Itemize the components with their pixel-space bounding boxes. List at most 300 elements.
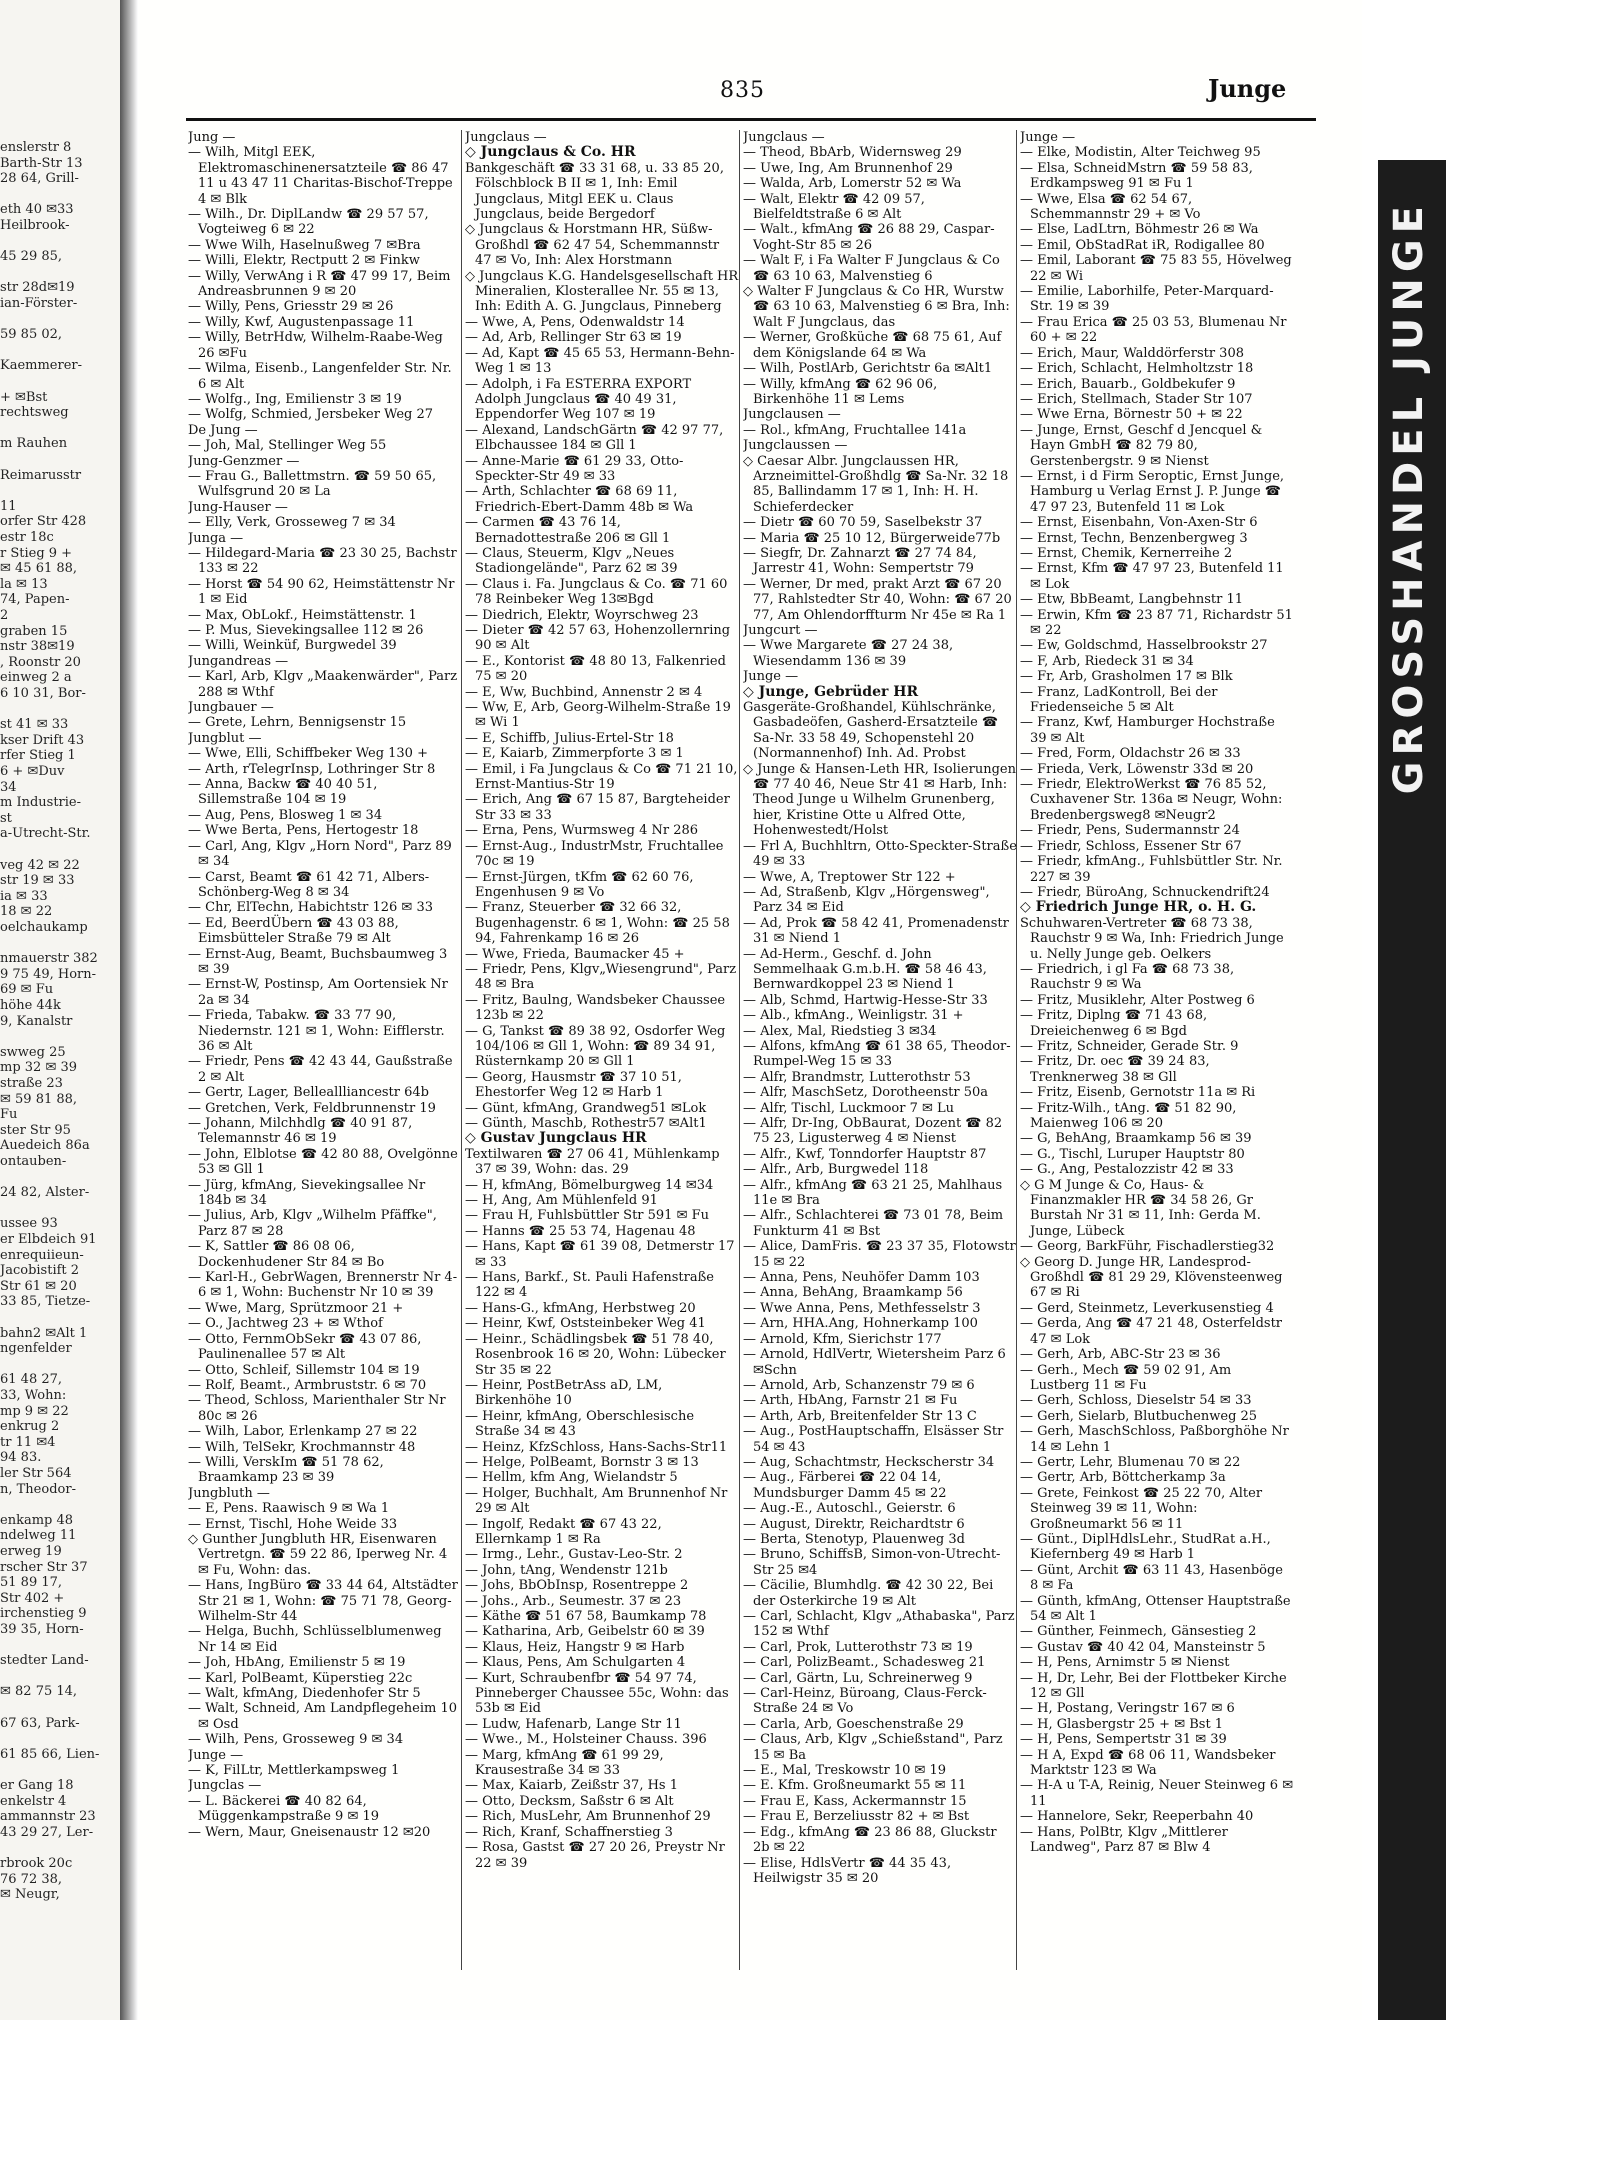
left-page-fragment: ian-Förster- (0, 296, 78, 311)
directory-entry: — Diedrich, Elektr, Woyrschweg 23 (465, 607, 699, 623)
directory-entry: — Frieda, Tabakw. ☎ 33 77 90, Niedernstr. 121 ✉ 1, Wohn: Eifflerstr. 36 ✉ Alt (188, 1008, 445, 1054)
directory-entry: ◇ Georg D. Junge HR, Landesprod-Großhdl ☎ 81 29 29, Klövensteenweg 67 ✉ Ri (1020, 1254, 1283, 1301)
surname-heading: Jung — (188, 130, 236, 145)
left-page-fragment: r Stieg 9 + (0, 545, 73, 561)
directory-entry: — Hanns ☎ 25 53 74, Hagenau 48 (465, 1223, 696, 1239)
left-page-fragment: Jacobistift 2 (0, 1263, 80, 1279)
left-page-fragment: nstr 38✉19 (0, 639, 75, 655)
left-page-fragment: Kaemmerer- (0, 358, 83, 374)
directory-entry: — Carmen ☎ 43 76 14, Bernadottestraße 206 ✉ Gll 1 (465, 515, 671, 546)
directory-entry: Bankgeschäft ☎ 33 31 68, u. 33 85 20, Fölschblock B II ✉ 1, Inh: Emil Jungclaus, Mitgl EEK u. Claus Jungclaus, beide Bergedorf (465, 160, 724, 223)
left-page-fragment: 11 (0, 498, 17, 514)
directory-entry: — Franz, LadKontroll, Bei der Friedenseiche 5 ✉ Alt (1020, 684, 1218, 716)
directory-entry: — Gerda, Ang ☎ 47 21 48, Osterfeldstr 47 ✉ Lok (1020, 1316, 1283, 1347)
left-page-fragment: Barth-Str 13 (0, 155, 83, 171)
directory-entry: — Franz, Kwf, Hamburger Hochstraße 39 ✉ Alt (1020, 715, 1275, 746)
left-page-fragment: 33 85, Tietze- (0, 1294, 91, 1310)
directory-entry: — Heinr, PostBetrAss aD, LM, Birkenhöhe 10 (465, 1377, 663, 1409)
directory-entry: — Ew, Goldschmd, Hasselbrookstr 27 (1020, 638, 1268, 654)
directory-entry: — Fritz, Baulng, Wandsbeker Chaussee 123b ✉ 22 (465, 992, 726, 1024)
directory-entry: — Friedr, Pens, Sudermannstr 24 (1020, 823, 1240, 839)
left-page-fragment: straße 23 (0, 1076, 63, 1091)
business-entry: ◇ Junge, Gebrüder HR (743, 683, 919, 700)
directory-entry: — Gerd, Steinmetz, Leverkusenstieg 4 (1020, 1300, 1274, 1316)
surname-heading: Junga — (188, 530, 244, 546)
binding-shadow (120, 0, 138, 2020)
page-number: 835 (720, 78, 765, 103)
directory-entry: — Ernst-Aug, Beamt, Buchsbaumweg 3 ✉ 39 (188, 946, 448, 977)
directory-entry: — E, Pens. Raawisch 9 ✉ Wa 1 (188, 1501, 390, 1517)
directory-entry: — Holger, Buchhalt, Am Brunnenhof Nr 29 ✉ Alt (465, 1485, 728, 1517)
directory-entry: — Anna, BehAng, Braamkamp 56 (743, 1285, 963, 1301)
directory-entry: — Aug, Schachtmstr, Heckscherstr 34 (743, 1454, 995, 1470)
left-page-fragment: 45 29 85, (0, 249, 63, 265)
directory-entry: — Maria ☎ 25 10 12, Bürgerweide77b (743, 530, 1001, 546)
left-page-fragment: str 19 ✉ 33 (0, 873, 75, 889)
directory-entry: — Willi, VerskIm ☎ 51 78 62, Braamkamp 23 ✉ 39 (188, 1454, 384, 1486)
directory-entry: — Joh, HbAng, Emilienstr 5 ✉ 19 (188, 1655, 406, 1671)
directory-entry: — Alfr, Tischl, Luckmoor 7 ✉ Lu (743, 1100, 955, 1116)
directory-entry: — H A, Expd ☎ 68 06 11, Wandsbeker Marktstr 123 ✉ Wa (1020, 1747, 1276, 1779)
directory-entry: — E., Kontorist ☎ 48 80 13, Falkenried 75 ✉ 20 (465, 653, 726, 685)
directory-entry: — Ernst, Chemik, Kernerreihe 2 (1020, 545, 1233, 561)
directory-entry: ◇ Walter F Jungclaus & Co HR, Wurstw ☎ 63 10 63, Malvenstieg 6 ✉ Bra, Inh: Walt F Jungclaus, das (743, 284, 1010, 330)
directory-entry: — Arth, Schlachter ☎ 68 69 11, Friedrich-Ebert-Damm 48b ✉ Wa (465, 484, 694, 515)
directory-entry: — E, Schiffb, Julius-Ertel-Str 18 (465, 730, 674, 746)
directory-entry: — Willi, Weinküf, Burgwedel 39 (188, 638, 397, 654)
directory-entry: — Karl-H., GebrWagen, Brennerstr Nr 4-6 ✉ 1, Wohn: Buchenstr Nr 10 ✉ 39 (188, 1270, 458, 1301)
directory-entry: — Wilh, Labor, Erlenkamp 27 ✉ 22 (188, 1424, 418, 1440)
directory-entry: — Grete, Lehrn, Bennigsenstr 15 (188, 715, 407, 731)
directory-entry: — Arth, Arb, Breitenfelder Str 13 C (743, 1408, 977, 1424)
directory-entry: — Erich, Ang ☎ 67 15 87, Bargteheider Str 33 ✉ 33 (465, 792, 730, 823)
directory-column-1 (188, 130, 462, 2000)
left-page-fragment: ia ✉ 33 (0, 888, 48, 904)
left-page-fragment: er Gang 18 (0, 1778, 74, 1793)
business-entry: ◇ Gustav Jungclaus HR (465, 1130, 647, 1147)
directory-entry: — Frau H, Fuhlsbüttler Str 591 ✉ Fu (465, 1208, 709, 1224)
surname-heading: Junge — (1020, 130, 1076, 145)
directory-entry: — Wilh, PostlArb, Gerichtstr 6a ✉Alt1 (743, 361, 993, 377)
directory-entry: — G., Tischl, Luruper Hauptstr 80 (1020, 1146, 1245, 1162)
left-page-fragment: rfer Stieg 1 (0, 748, 76, 764)
left-page-fragment: ✉ 45 61 88, (0, 561, 78, 577)
directory-entry: — Willi, Elektr, Rectputt 2 ✉ Finkw (188, 253, 420, 269)
directory-entry: — Wwe Erna, Börnestr 50 + ✉ 22 (1020, 407, 1243, 423)
directory-entry: — Junge, Ernst, Geschf d Jencquel & Hayn GmbH ☎ 82 79 80, Gerstenbergstr. 9 ✉ Nienst (1020, 422, 1263, 469)
left-page-fragment: estr 18c (0, 530, 54, 545)
directory-entry: — Klaus, Heiz, Hangstr 9 ✉ Harb (465, 1639, 685, 1655)
surname-heading: Jungblut — (188, 730, 262, 746)
directory-entry: — Alfr., Arb, Burgwedel 118 (743, 1162, 929, 1178)
directory-entry: — Heinz, KfzSchloss, Hans-Sachs-Str11 (465, 1439, 728, 1455)
directory-entry: — Ad, Arb, Rellinger Str 63 ✉ 19 (465, 330, 682, 346)
directory-entry: — Rich, Kranf, Schaffnerstieg 3 (465, 1824, 673, 1840)
directory-entry: — Wwe, Frieda, Baumacker 45 + (465, 946, 685, 962)
left-page-fragment: enkrug 2 (0, 1419, 60, 1435)
directory-entry: — Walda, Arb, Lomerstr 52 ✉ Wa (743, 176, 962, 192)
directory-entry: — Dieter ☎ 42 57 63, Hohenzollernring 90 ✉ Alt (465, 623, 731, 654)
directory-entry: — Fred, Form, Oldachstr 26 ✉ 33 (1020, 746, 1241, 762)
directory-entry: — Max, ObLokf., Heimstättenstr. 1 (188, 607, 417, 623)
left-page-fragment: la ✉ 13 (0, 576, 48, 592)
directory-entry: — Wilma, Eisenb., Langenfelder Str. Nr. 6 ✉ Alt (188, 361, 452, 392)
directory-entry: — Heinr, kfmAng, Oberschlesische Straße 34 ✉ 43 (465, 1408, 695, 1440)
directory-entry: — Georg, Hausmstr ☎ 37 10 51, Ehestorfer Weg 12 ✉ Harb 1 (465, 1069, 682, 1101)
left-page-fragment: , Roonstr 20 (0, 654, 81, 670)
directory-entry: — Günther, Feinmech, Gänsestieg 2 (1020, 1624, 1257, 1640)
directory-entry: — Otto, Schleif, Sillemstr 104 ✉ 19 (188, 1362, 420, 1378)
directory-entry: — Gerh, Sielarb, Blutbuchenweg 25 (1020, 1408, 1258, 1424)
left-page-fragment: einweg 2 a (0, 670, 72, 686)
directory-entry: — H, Glasbergstr 25 + ✉ Bst 1 (1020, 1716, 1224, 1732)
directory-entry: — Wwe Berta, Pens, Hertogestr 18 (188, 823, 419, 839)
directory-entry: — Carla, Arb, Goeschenstraße 29 (743, 1716, 964, 1732)
directory-entry: — Alfons, kfmAng ☎ 61 38 65, Theodor-Rumpel-Weg 15 ✉ 33 (743, 1038, 1011, 1070)
left-page-fragment: ✉ 82 75 14, (0, 1684, 78, 1700)
directory-entry: — John, tAng, Wendenstr 121b (465, 1562, 668, 1578)
directory-entry: — H, Pens, Arnimstr 5 ✉ Nienst (1020, 1655, 1230, 1671)
directory-entry: — Aug., Färberei ☎ 22 04 14, Mundsburger Damm 45 ✉ 22 (743, 1470, 947, 1501)
directory-column-3 (743, 130, 1017, 2000)
business-entry: ◇ Friedrich Junge HR, o. H. G. (1020, 899, 1257, 916)
directory-entry: — Günt, Archit ☎ 63 11 43, Hasenböge 8 ✉ Fa (1020, 1562, 1283, 1594)
directory-entry: — Hans, PolBtr, Klgv „Mittlerer Landweg", Parz 87 ✉ Blw 4 (1020, 1824, 1228, 1856)
directory-entry: — Ernst, i d Firm Seroptic, Ernst Junge, Hamburg u Verlag Ernst J. P. Junge ☎ 47 97 23, Butenfeld 11 ✉ Lok (1020, 468, 1285, 515)
left-page-fragment: Heilbrook- (0, 218, 70, 233)
directory-entry: — Jürg, kfmAng, Sievekingsallee Nr 184b ✉ 34 (188, 1177, 426, 1209)
directory-entry: — L. Bäckerei ☎ 40 82 64, Müggenkampstraße 9 ✉ 19 (188, 1793, 380, 1825)
directory-entry: — Frau Erica ☎ 25 03 53, Blumenau Nr 60 + ✉ 22 (1020, 314, 1287, 346)
left-page-fragment: 9 75 49, Horn- (0, 966, 97, 982)
directory-entry: — H, kfmAng, Bömelburgweg 14 ✉34 (465, 1177, 714, 1193)
left-page-fragment: erweg 19 (0, 1544, 62, 1559)
directory-entry: — Ad-Herm., Geschf. d. John Semmelhaak G.m.b.H. ☎ 58 46 43, Bernwardkoppel 23 ✉ Niend 1 (743, 946, 987, 993)
directory-entry: ◇ Junge & Hansen-Leth HR, Isolierungen ☎ 77 40 46, Neue Str 41 ✉ Harb, Inh: Theod Junge u Wilhelm Grunenberg, hier, Kristine Otte u Alfred Otte, Hohenwestedt/Holst (743, 761, 1016, 839)
directory-entry: — Walt, Schneid, Am Landpflegeheim 10 ✉ Osd (188, 1701, 457, 1732)
directory-entry: — Erich, Schlacht, Helmholtzstr 18 (1020, 361, 1254, 377)
directory-entry: — Wwe, Elsa ☎ 62 54 67, Schemmannstr 29 + ✉ Vo (1020, 191, 1201, 223)
directory-entry: — Friedr, BüroAng, Schnuckendrift24 (1020, 884, 1270, 900)
directory-entry: — Ad, Straßenb, Klgv „Hörgensweg", Parz 34 ✉ Eid (743, 884, 990, 916)
left-page-fragment: enkelstr 4 (0, 1793, 67, 1809)
left-page-fragment: enrequiieun- (0, 1247, 84, 1263)
left-page-fragment: st 41 ✉ 33 (0, 717, 69, 733)
left-page-fragment: veg 42 ✉ 22 (0, 857, 80, 873)
directory-entry: — Alice, DamFris. ☎ 23 37 35, Flotowstr 15 ✉ 22 (743, 1239, 1016, 1270)
directory-entry: — Ernst-Aug., IndustrMstr, Fruchtallee 70c ✉ 19 (465, 838, 724, 870)
left-page-fragment: ussee 93 (0, 1216, 58, 1232)
directory-entry: — Arnold, Arb, Schanzenstr 79 ✉ 6 (743, 1377, 975, 1393)
directory-entry: — Karl, PolBeamt, Küperstieg 22c (188, 1670, 413, 1686)
directory-entry: — Max, Kaiarb, Zeißstr 37, Hs 1 (465, 1778, 678, 1794)
directory-entry: — Walt, kfmAng, Diedenhofer Str 5 (188, 1686, 421, 1702)
left-page-fragment: ontauben- (0, 1154, 67, 1169)
directory-entry: — G., Ang, Pestalozzistr 42 ✉ 33 (1020, 1162, 1234, 1178)
directory-entry: — Frieda, Verk, Löwenstr 33d ✉ 20 (1020, 761, 1254, 777)
left-page-fragment: oelchaukamp (0, 920, 88, 935)
directory-entry: — Fr, Arb, Grasholmen 17 ✉ Blk (1020, 669, 1233, 685)
directory-entry: — H-A u T-A, Reinig, Neuer Steinweg 6 ✉ 11 (1020, 1778, 1294, 1809)
directory-entry: — H, Postang, Veringstr 167 ✉ 6 (1020, 1701, 1235, 1717)
directory-entry: — Friedr, Schloss, Essener Str 67 (1020, 838, 1242, 854)
directory-entry: — Erna, Pens, Wurmsweg 4 Nr 286 (465, 823, 699, 839)
directory-entry: — Alex, Mal, Riedstieg 3 ✉34 (743, 1023, 937, 1039)
directory-entry: — Carl, PolizBeamt., Schadesweg 21 (743, 1655, 986, 1671)
directory-entry: — E, Kaiarb, Zimmerpforte 3 ✉ 1 (465, 746, 684, 762)
left-page-fragment: m Rauhen (0, 436, 68, 452)
left-page-fragment: rbrook 20c (0, 1856, 73, 1871)
directory-entry: — Claus, Arb, Klgv „Schießstand", Parz 15 ✉ Ba (743, 1732, 1003, 1763)
directory-entry: — Wwe Margarete ☎ 27 24 38, Wiesendamm 136 ✉ 39 (743, 638, 954, 669)
directory-entry: — Ad, Kapt ☎ 45 65 53, Hermann-Behn-Weg 1 ✉ 13 (465, 345, 735, 377)
directory-entry: — H, Dr, Lehr, Bei der Flottbeker Kirche 12 ✉ Gll (1020, 1670, 1287, 1702)
directory-entry: — K, FilLtr, Mettlerkampsweg 1 (188, 1763, 400, 1779)
directory-entry: — Alfr, MaschSetz, Dorotheenstr 50a (743, 1085, 989, 1101)
directory-entry: — Dietr ☎ 60 70 59, Saselbekstr 37 (743, 515, 983, 531)
directory-entry: — Claus i. Fa. Jungclaus & Co. ☎ 71 60 78 Reinbeker Weg 13✉Bgd (465, 576, 728, 608)
directory-entry: — Katharina, Arb, Geibelstr 60 ✉ 39 (465, 1624, 705, 1640)
left-page-fragment: Reimarusstr (0, 467, 82, 483)
scan-background (0, 2020, 1600, 2177)
directory-entry: — Friedr, Pens, Klgv„Wiesengrund", Parz 48 ✉ Bra (465, 961, 737, 993)
left-page-fragment: 43 29 27, Ler- (0, 1824, 94, 1840)
directory-entry: — Friedr, Pens ☎ 42 43 44, Gaußstraße 2 ✉ Alt (188, 1054, 453, 1085)
directory-entry: — Ww, E, Arb, Georg-Wilhelm-Straße 19 ✉ Wi 1 (465, 700, 731, 731)
surname-heading: Jungclaus — (465, 130, 547, 145)
directory-entry: — Georg, BarkFühr, Fischadlerstieg32 (1020, 1239, 1275, 1255)
directory-entry: — Alb., kfmAng., Weinligstr. 31 + (743, 1008, 964, 1024)
left-page-fragment: enkamp 48 (0, 1512, 74, 1528)
left-page-fragment: kser Drift 43 (0, 732, 85, 748)
directory-entry: — Aug., PostHauptschaffn, Elsässer Str 54 ✉ 43 (743, 1424, 1004, 1455)
left-page-fragment: 2 (0, 608, 9, 623)
left-page-fragment: ngenfelder (0, 1341, 72, 1357)
left-page-fragment: 34 (0, 779, 17, 795)
directory-entry: — Ernst, Tischl, Hohe Weide 33 (188, 1516, 398, 1532)
left-page-fragment: Str 61 ✉ 20 (0, 1278, 77, 1294)
left-page-fragment: enslerstr 8 (0, 140, 72, 155)
directory-entry: — Ludw, Hafenarb, Lange Str 11 (465, 1716, 682, 1732)
directory-entry: — Adolph, i Fa ESTERRA EXPORT Adolph Jungclaus ☎ 40 49 31, Eppendorfer Weg 107 ✉ 19 (465, 376, 692, 423)
directory-entry: — Julius, Arb, Klgv „Wilhelm Pfäffke", Parz 87 ✉ 28 (188, 1208, 437, 1239)
left-page-fragment: 24 82, Alster- (0, 1185, 90, 1201)
directory-entry: — Günth, Maschb, Rothestr57 ✉Alt1 (465, 1116, 707, 1131)
left-page-fragment: Str 402 + (0, 1590, 65, 1606)
directory-entry: — Frau E, Kass, Ackermannstr 15 (743, 1793, 967, 1809)
directory-entry: — O., Jachtweg 23 + ✉ Wthof (188, 1316, 383, 1332)
left-page-fragment: a-Utrecht-Str. (0, 826, 91, 842)
directory-entry: — Gertr, Arb, Böttcherkamp 3a (1020, 1470, 1226, 1486)
directory-entry: — Gerh, Arb, ABC-Str 23 ✉ 36 (1020, 1347, 1221, 1363)
directory-entry: — Elsa, SchneidMstrn ☎ 59 58 83, Erdkampsweg 91 ✉ Fu 1 (1020, 160, 1253, 192)
directory-entry: — Wwe Wilh, Haselnußweg 7 ✉Bra (188, 237, 421, 253)
directory-entry: — Bruno, SchiffsB, Simon-von-Utrecht-Str 25 ✉4 (743, 1547, 1001, 1578)
directory-entry: — Karl, Arb, Klgv „Maakenwärder", Parz 288 ✉ Wthf (188, 669, 458, 700)
directory-entry: — Walt, Elektr ☎ 42 09 57, Bielfeldtstraße 6 ✉ Alt (743, 191, 925, 223)
directory-entry: — Theod, BbArb, Widernsweg 29 (743, 145, 962, 161)
directory-entry: — Etw, BbBeamt, Langbehnstr 11 (1020, 592, 1244, 608)
directory-entry: — Arth, HbAng, Farnstr 21 ✉ Fu (743, 1393, 958, 1409)
directory-entry: — Wolfg, Schmied, Jersbeker Weg 27 (188, 407, 434, 423)
directory-entry: — Hannelore, Sekr, Reeperbahn 40 (1020, 1809, 1254, 1825)
directory-entry: — Cäcilie, Blumhdlg. ☎ 42 30 22, Bei der Osterkirche 19 ✉ Alt (743, 1578, 994, 1609)
directory-entry: — Uwe, Ing, Am Brunnenhof 29 (743, 160, 953, 176)
directory-entry: — Carst, Beamt ☎ 61 42 71, Albers-Schönberg-Weg 8 ✉ 34 (188, 869, 430, 900)
directory-entry: — Frl A, Buchhltrn, Otto-Speckter-Straße 49 ✉ 33 (743, 838, 1017, 870)
left-page-fragment: n, Theodor- (0, 1481, 76, 1497)
directory-entry: — Hans, Kapt ☎ 61 39 08, Detmerstr 17 ✉ 33 (465, 1239, 735, 1270)
directory-entry: — Elise, HdlsVertr ☎ 44 35 43, Heilwigstr 35 ✉ 20 (743, 1855, 952, 1886)
surname-heading: Jungclas — (188, 1778, 262, 1794)
directory-entry: — Claus, Steuerm, Klgv „Neues Stadiongelände", Parz 62 ✉ 39 (465, 545, 678, 577)
directory-entry: — Ernst, Techn, Benzenbergweg 3 (1020, 530, 1248, 546)
left-page-fragment: er Elbdeich 91 (0, 1232, 97, 1247)
directory-entry: — Gerh, Schloss, Dieselstr 54 ✉ 33 (1020, 1393, 1252, 1409)
surname-heading: Jungandreas — (188, 653, 289, 669)
left-page-fragment: graben 15 (0, 623, 68, 639)
left-page-fragment: nmauerstr 382 (0, 951, 98, 967)
left-page-fragment: 9, Kanalstr (0, 1013, 73, 1029)
left-page-fragment: ster Str 95 (0, 1122, 71, 1138)
surname-heading: De Jung — (188, 422, 258, 438)
directory-entry: — Edg., kfmAng ☎ 23 86 88, Gluckstr 2b ✉ 22 (743, 1824, 997, 1856)
directory-entry: — Willy, VerwAng i R ☎ 47 99 17, Beim Andreasbrunnen 9 ✉ 20 (188, 268, 451, 300)
directory-entry: — P. Mus, Sievekingsallee 112 ✉ 26 (188, 623, 424, 638)
directory-entry: — Arnold, HdlVertr, Wietersheim Parz 6 ✉Schn (743, 1347, 1006, 1378)
left-page-fragment: mp 9 ✉ 22 (0, 1403, 69, 1419)
directory-entry: — Emil, Laborant ☎ 75 83 55, Hövelweg 22 ✉ Wi (1020, 253, 1292, 284)
left-page-fragment: stedter Land- (0, 1653, 89, 1669)
directory-entry: — Wwe., M., Holsteiner Chauss. 396 (465, 1732, 707, 1748)
directory-entry: — G, Tankst ☎ 89 38 92, Osdorfer Weg 104/106 ✉ Gll 1, Wohn: ☎ 89 34 91, Rüsternkamp 20 ✉ Gll 1 (465, 1023, 726, 1070)
directory-entry: — Siegfr, Dr. Zahnarzt ☎ 27 74 84, Jarrestr 41, Wohn: Sempertstr 79 (743, 545, 977, 577)
directory-entry: — Aug.-E., Autoschl., Geierstr. 6 (743, 1501, 956, 1517)
directory-entry: — Grete, Feinkost ☎ 25 22 70, Alter Steinweg 39 ✉ 11, Wohn: Großneumarkt 56 ✉ 11 (1020, 1485, 1263, 1532)
left-page-fragment: orfer Str 428 (0, 514, 87, 530)
directory-entry: — Friedr, ElektroWerkst ☎ 76 85 52, Cuxhavener Str. 136a ✉ Neugr, Wohn: Bredenbergsweg8 ✉Neugr2 (1020, 777, 1283, 823)
column-rule (739, 130, 740, 1970)
directory-entry: — Otto, Decksm, Saßstr 6 ✉ Alt (465, 1793, 674, 1809)
left-page-fragment: ammannstr 23 (0, 1809, 96, 1825)
directory-entry: — H, Pens, Sempertstr 31 ✉ 39 (1020, 1732, 1227, 1748)
directory-entry: Gasgeräte-Großhandel, Kühlschränke, Gasbadeöfen, Gasherd-Ersatzteile ☎ Sa-Nr. 33 58 49, Schopenstehl 20 (Normannenhof) Inh. Ad. Probst (743, 700, 999, 762)
directory-entry: — Anne-Marie ☎ 61 29 33, Otto-Speckter-Str 49 ✉ 33 (465, 453, 684, 484)
left-page-fragment: ler Str 564 (0, 1466, 72, 1481)
directory-entry: — Gerh., Mech ☎ 59 02 91, Am Lustberg 11 ✉ Fu (1020, 1362, 1232, 1393)
directory-entry: — John, Elblotse ☎ 42 80 88, Ovelgönne 53 ✉ Gll 1 (188, 1146, 458, 1178)
left-page-fragment: 59 85 02, (0, 327, 63, 343)
directory-entry: — Ernst, Kfm ☎ 47 97 23, Butenfeld 11 ✉ Lok (1020, 561, 1284, 592)
directory-entry: — K, Sattler ☎ 86 08 06, Dockenhudener Str 84 ✉ Bo (188, 1239, 385, 1270)
left-page-fragment: rscher Str 37 (0, 1559, 88, 1575)
left-page-edge (0, 0, 130, 2020)
surname-heading: Jungclaussen — (743, 438, 848, 454)
directory-entry: — Alfr, Dr-Ing, ObBaurat, Dozent ☎ 82 75 23, Ligusterweg 4 ✉ Nienst (743, 1116, 1003, 1147)
directory-entry: — Fritz, Musiklehr, Alter Postweg 6 (1020, 992, 1255, 1008)
directory-entry: — Willy, BetrHdw, Wilhelm-Raabe-Weg 26 ✉Fu (188, 330, 443, 361)
directory-entry: — Helga, Buchh, Schlüsselblumenweg Nr 14 ✉ Eid (188, 1624, 442, 1655)
directory-entry: — Anna, Backw ☎ 40 40 51, Sillemstraße 104 ✉ 19 (188, 777, 378, 808)
header-rule (186, 118, 1316, 121)
left-page-fragment: Fu (0, 1107, 18, 1123)
left-page-fragment: 69 ✉ Fu (0, 982, 54, 998)
directory-entry: — Fritz, Dr. oec ☎ 39 24 83, Trenknerweg 38 ✉ Gll (1020, 1054, 1210, 1085)
directory-entry: — Willy, Kwf, Augustenpassage 11 (188, 314, 415, 330)
directory-entry: — Johann, Milchhdlg ☎ 40 91 87, Telemannstr 46 ✉ 19 (188, 1116, 413, 1147)
left-page-fragment: swweg 25 (0, 1044, 66, 1060)
directory-column-2 (465, 130, 739, 2000)
directory-entry: — Hans, Barkf., St. Pauli Hafenstraße 122 ✉ 4 (465, 1270, 714, 1301)
directory-entry: — Chr, ElTechn, Habichtstr 126 ✉ 33 (188, 900, 433, 916)
left-page-fragment: 74, Papen- (0, 592, 70, 608)
directory-entry: — Emil, i Fa Jungclaus & Co ☎ 71 21 10, Ernst-Mantius-Str 19 (465, 761, 738, 793)
directory-entry: — Fritz, Schneider, Gerade Str. 9 (1020, 1038, 1239, 1054)
directory-entry: — Willy, kfmAng ☎ 62 96 06, Birkenhöhe 11 ✉ Lems (743, 376, 938, 407)
directory-entry: — Frau G., Ballettmstrn. ☎ 59 50 65, Wulfsgrund 20 ✉ La (188, 468, 437, 500)
directory-entry: ◇ Jungclaus & Horstmann HR, Süßw-Großhdl ☎ 62 47 54, Schemmannstr 47 ✉ Vo, Inh: Alex Horstmann (465, 222, 720, 269)
left-page-fragment: irchenstieg 9 (0, 1606, 87, 1622)
directory-entry: — Irmg., Lehr., Gustav-Leo-Str. 2 (465, 1547, 683, 1563)
directory-entry: ◇ Caesar Albr. Jungclaussen HR, Arzneimittel-Großhdlg ☎ Sa-Nr. 32 18 85, Ballindamm 17 ✉ 1, Inh: H. H. Schieferdecker (743, 453, 1009, 515)
directory-entry: — G, BehAng, Braamkamp 56 ✉ 39 (1020, 1131, 1252, 1147)
directory-entry: — E. Kfm. Großneumarkt 55 ✉ 11 (743, 1778, 967, 1794)
left-page-fragment: + ✉Bst (0, 389, 48, 405)
directory-entry: — Carl, Ang, Klgv „Horn Nord", Parz 89 ✉ 34 (188, 838, 452, 870)
directory-entry: — Fritz, Eisenb, Gernotstr 11a ✉ Ri (1020, 1085, 1256, 1101)
directory-entry: — Heinr, Kwf, Oststeinbeker Weg 41 (465, 1316, 706, 1332)
directory-entry: — Wilh., Dr. DiplLandw ☎ 29 57 57, Vogteiweg 6 ✉ 22 (188, 207, 429, 238)
directory-entry: — Wwe, Elli, Schiffbeker Weg 130 + (188, 746, 428, 762)
directory-entry: — Erwin, Kfm ☎ 23 87 71, Richardstr 51 ✉ 22 (1020, 607, 1293, 638)
directory-entry: — E., Mal, Treskowstr 10 ✉ 19 (743, 1763, 947, 1779)
directory-entry: — Wwe, A, Pens, Odenwaldstr 14 (465, 314, 685, 330)
left-page-fragment: Auedeich 86a (0, 1138, 90, 1154)
directory-entry: — Wolfg., Ing, Emilienstr 3 ✉ 19 (188, 391, 402, 407)
directory-entry: — Gertr, Lager, Belleallliancestr 64b (188, 1085, 429, 1101)
left-page-fragment: 39 35, Horn- (0, 1622, 84, 1637)
left-page-fragment: ✉ 59 81 88, (0, 1091, 78, 1107)
directory-entry: — Elke, Modistin, Alter Teichweg 95 (1020, 145, 1261, 161)
directory-entry: — Ernst-Jürgen, tKfm ☎ 62 60 76, Engenhusen 9 ✉ Vo (465, 869, 694, 900)
directory-entry: — E, Ww, Buchbind, Annenstr 2 ✉ 4 (465, 684, 703, 700)
directory-entry: — Emilie, Laborhilfe, Peter-Marquard-Str. 19 ✉ 39 (1020, 284, 1274, 315)
directory-entry: — Hans, IngBüro ☎ 33 44 64, Altstädter Str 21 ✉ 1, Wohn: ☎ 75 71 78, Georg-Wilhelm-Str 44 (188, 1578, 458, 1624)
directory-entry: — Günt., DiplHdlsLehr., StudRat a.H., Kiefernberg 49 ✉ Harb 1 (1020, 1531, 1271, 1563)
left-page-fragment: bahn2 ✉Alt 1 (0, 1325, 88, 1341)
surname-heading: Jungcurt — (743, 623, 818, 638)
directory-entry: — Werner, Dr med, prakt Arzt ☎ 67 20 77, Rahlstedter Str 40, Wohn: ☎ 67 20 77, Am Ohlendorffturm Nr 45e ✉ Ra 1 (743, 576, 1012, 623)
directory-entry: — Berta, Stenotyp, Plauenweg 3d (743, 1531, 965, 1547)
directory-entry: — Wilh, Pens, Grosseweg 9 ✉ 34 (188, 1732, 404, 1748)
left-page-fragment: rechtsweg (0, 405, 69, 421)
surname-heading: Junge — (188, 1747, 244, 1763)
directory-entry: — Carl, Schlacht, Klgv „Athabaska", Parz 152 ✉ Wthf (743, 1609, 1015, 1640)
surname-heading: Junge — (743, 669, 799, 685)
directory-entry: — Aug, Pens, Blosweg 1 ✉ 34 (188, 807, 383, 823)
directory-entry: — Gustav ☎ 40 42 04, Mansteinstr 5 (1020, 1639, 1266, 1655)
left-page-fragment: 28 64, Grill- (0, 171, 79, 187)
directory-entry: — Günth, kfmAng, Ottenser Hauptstraße 54 ✉ Alt 1 (1020, 1593, 1291, 1624)
left-page-fragment: 33, Wohn: (0, 1388, 67, 1403)
directory-entry: — Franz, Steuerber ☎ 32 66 32, Bugenhagenstr. 6 ✉ 1, Wohn: ☎ 25 58 94, Fahrenkamp 16 ✉ 26 (465, 900, 730, 947)
directory-entry: ◇ Jungclaus K.G. Handelsgesellschaft HR Mineralien, Klosterallee Nr. 55 ✉ 13, Inh: Edith A. G. Jungclaus, Pinneberg (465, 268, 739, 315)
directory-entry: — Else, LadLtrn, Böhmestr 26 ✉ Wa (1020, 222, 1259, 238)
directory-entry: — Günt, kfmAng, Grandweg51 ✉Lok (465, 1100, 707, 1116)
left-page-fragment: 67 63, Park- (0, 1715, 80, 1731)
directory-entry: — Ernst-W, Postinsp, Am Oortensiek Nr 2a ✉ 34 (188, 977, 448, 1008)
directory-entry: — Gretchen, Verk, Feldbrunnenstr 19 (188, 1100, 436, 1116)
